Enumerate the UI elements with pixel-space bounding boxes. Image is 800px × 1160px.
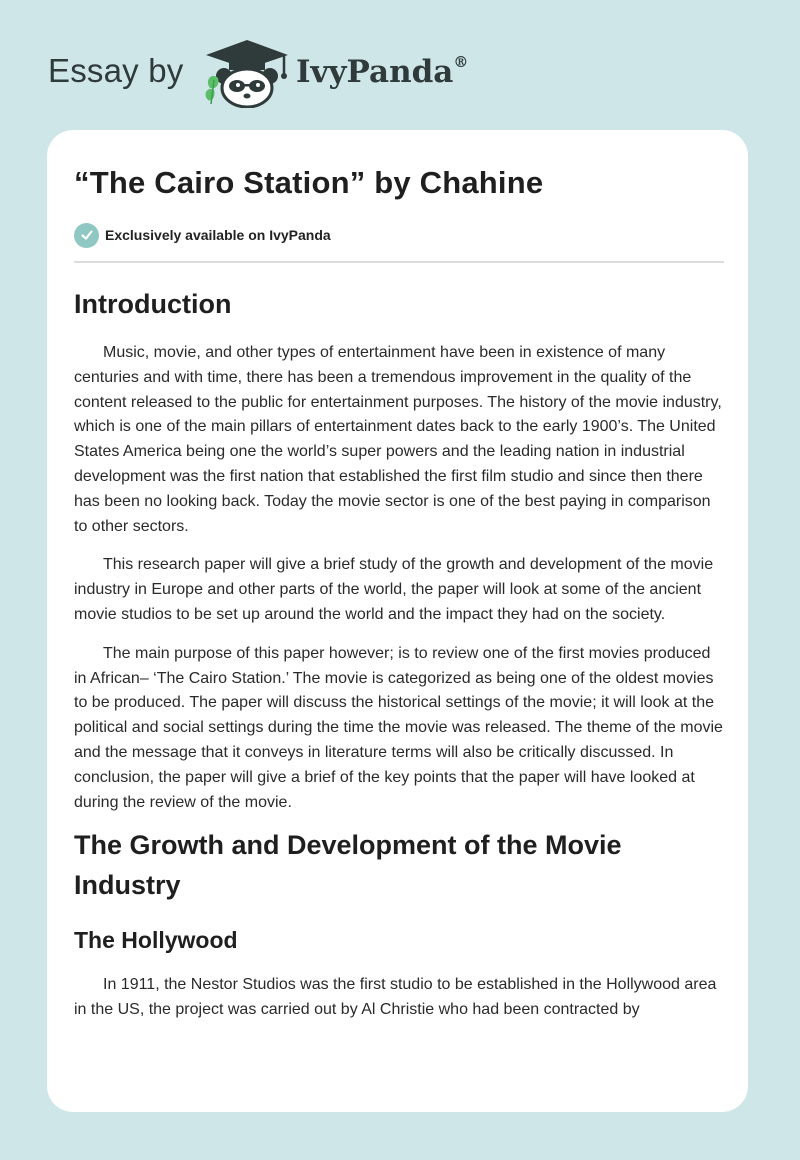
divider xyxy=(74,261,724,263)
paragraph: Music, movie, and other types of entertainment have been in existence of many centuries and with time, there has been a tremendous improvement in the quality of the content released to the public for entertainment purposes. The history of the movie industry, which is one of the main pillars of entertainment dates back to the early 1900’s. The United States America being one the world’s super powers and the leading nation in industrial development was the first nation that established the first film studio and since then there has been no looking back. Today the movie sector is one of the best paying in comparison to other sectors. xyxy=(74,344,722,535)
essay-card xyxy=(47,130,748,1112)
section-heading-growth: The Growth and Development of the Movie Industry xyxy=(74,830,622,901)
section-heading-introduction: Introduction xyxy=(74,289,232,319)
brand-name[interactable]: IvyPanda® xyxy=(296,52,469,90)
essay-by-label: Essay by xyxy=(48,52,184,89)
subsection-heading-hollywood: The Hollywood xyxy=(74,927,238,954)
paragraph: The main purpose of this paper however; is to review one of the first movies produced in African– ‘The Cairo Station.’ The movie is categorized as being one of the oldest movies to be produced. The paper will discuss the historical settings of the movie; it will look at the political and social settings during the time the movie was released. The theme of the movie and the message that it conveys in literature terms will also be critically discussed. In conclusion, the paper will give a brief of the key points that the paper will have looked at during the review of the movie. xyxy=(74,644,723,811)
check-circle-icon xyxy=(74,223,99,248)
registered-mark: ® xyxy=(453,52,469,71)
panda-graduate-icon xyxy=(202,38,292,108)
essay-content xyxy=(74,162,724,1023)
exclusive-badge xyxy=(74,222,724,248)
paragraph: In 1911, the Nestor Studios was the first studio to be established in the Hollywood area in the US, the project was carried out by Al Christie who had been contracted by xyxy=(74,976,717,1019)
essay-title: “The Cairo Station” by Chahine xyxy=(74,165,544,200)
paragraph: This research paper will give a brief study of the growth and development of the movie industry in Europe and other parts of the world, the paper will look at some of the ancient movie studios to be set up around the world and the impact they had on the society. xyxy=(74,556,714,623)
site-header xyxy=(48,38,548,108)
exclusive-badge-label: Exclusively available on IvyPanda xyxy=(105,227,331,243)
